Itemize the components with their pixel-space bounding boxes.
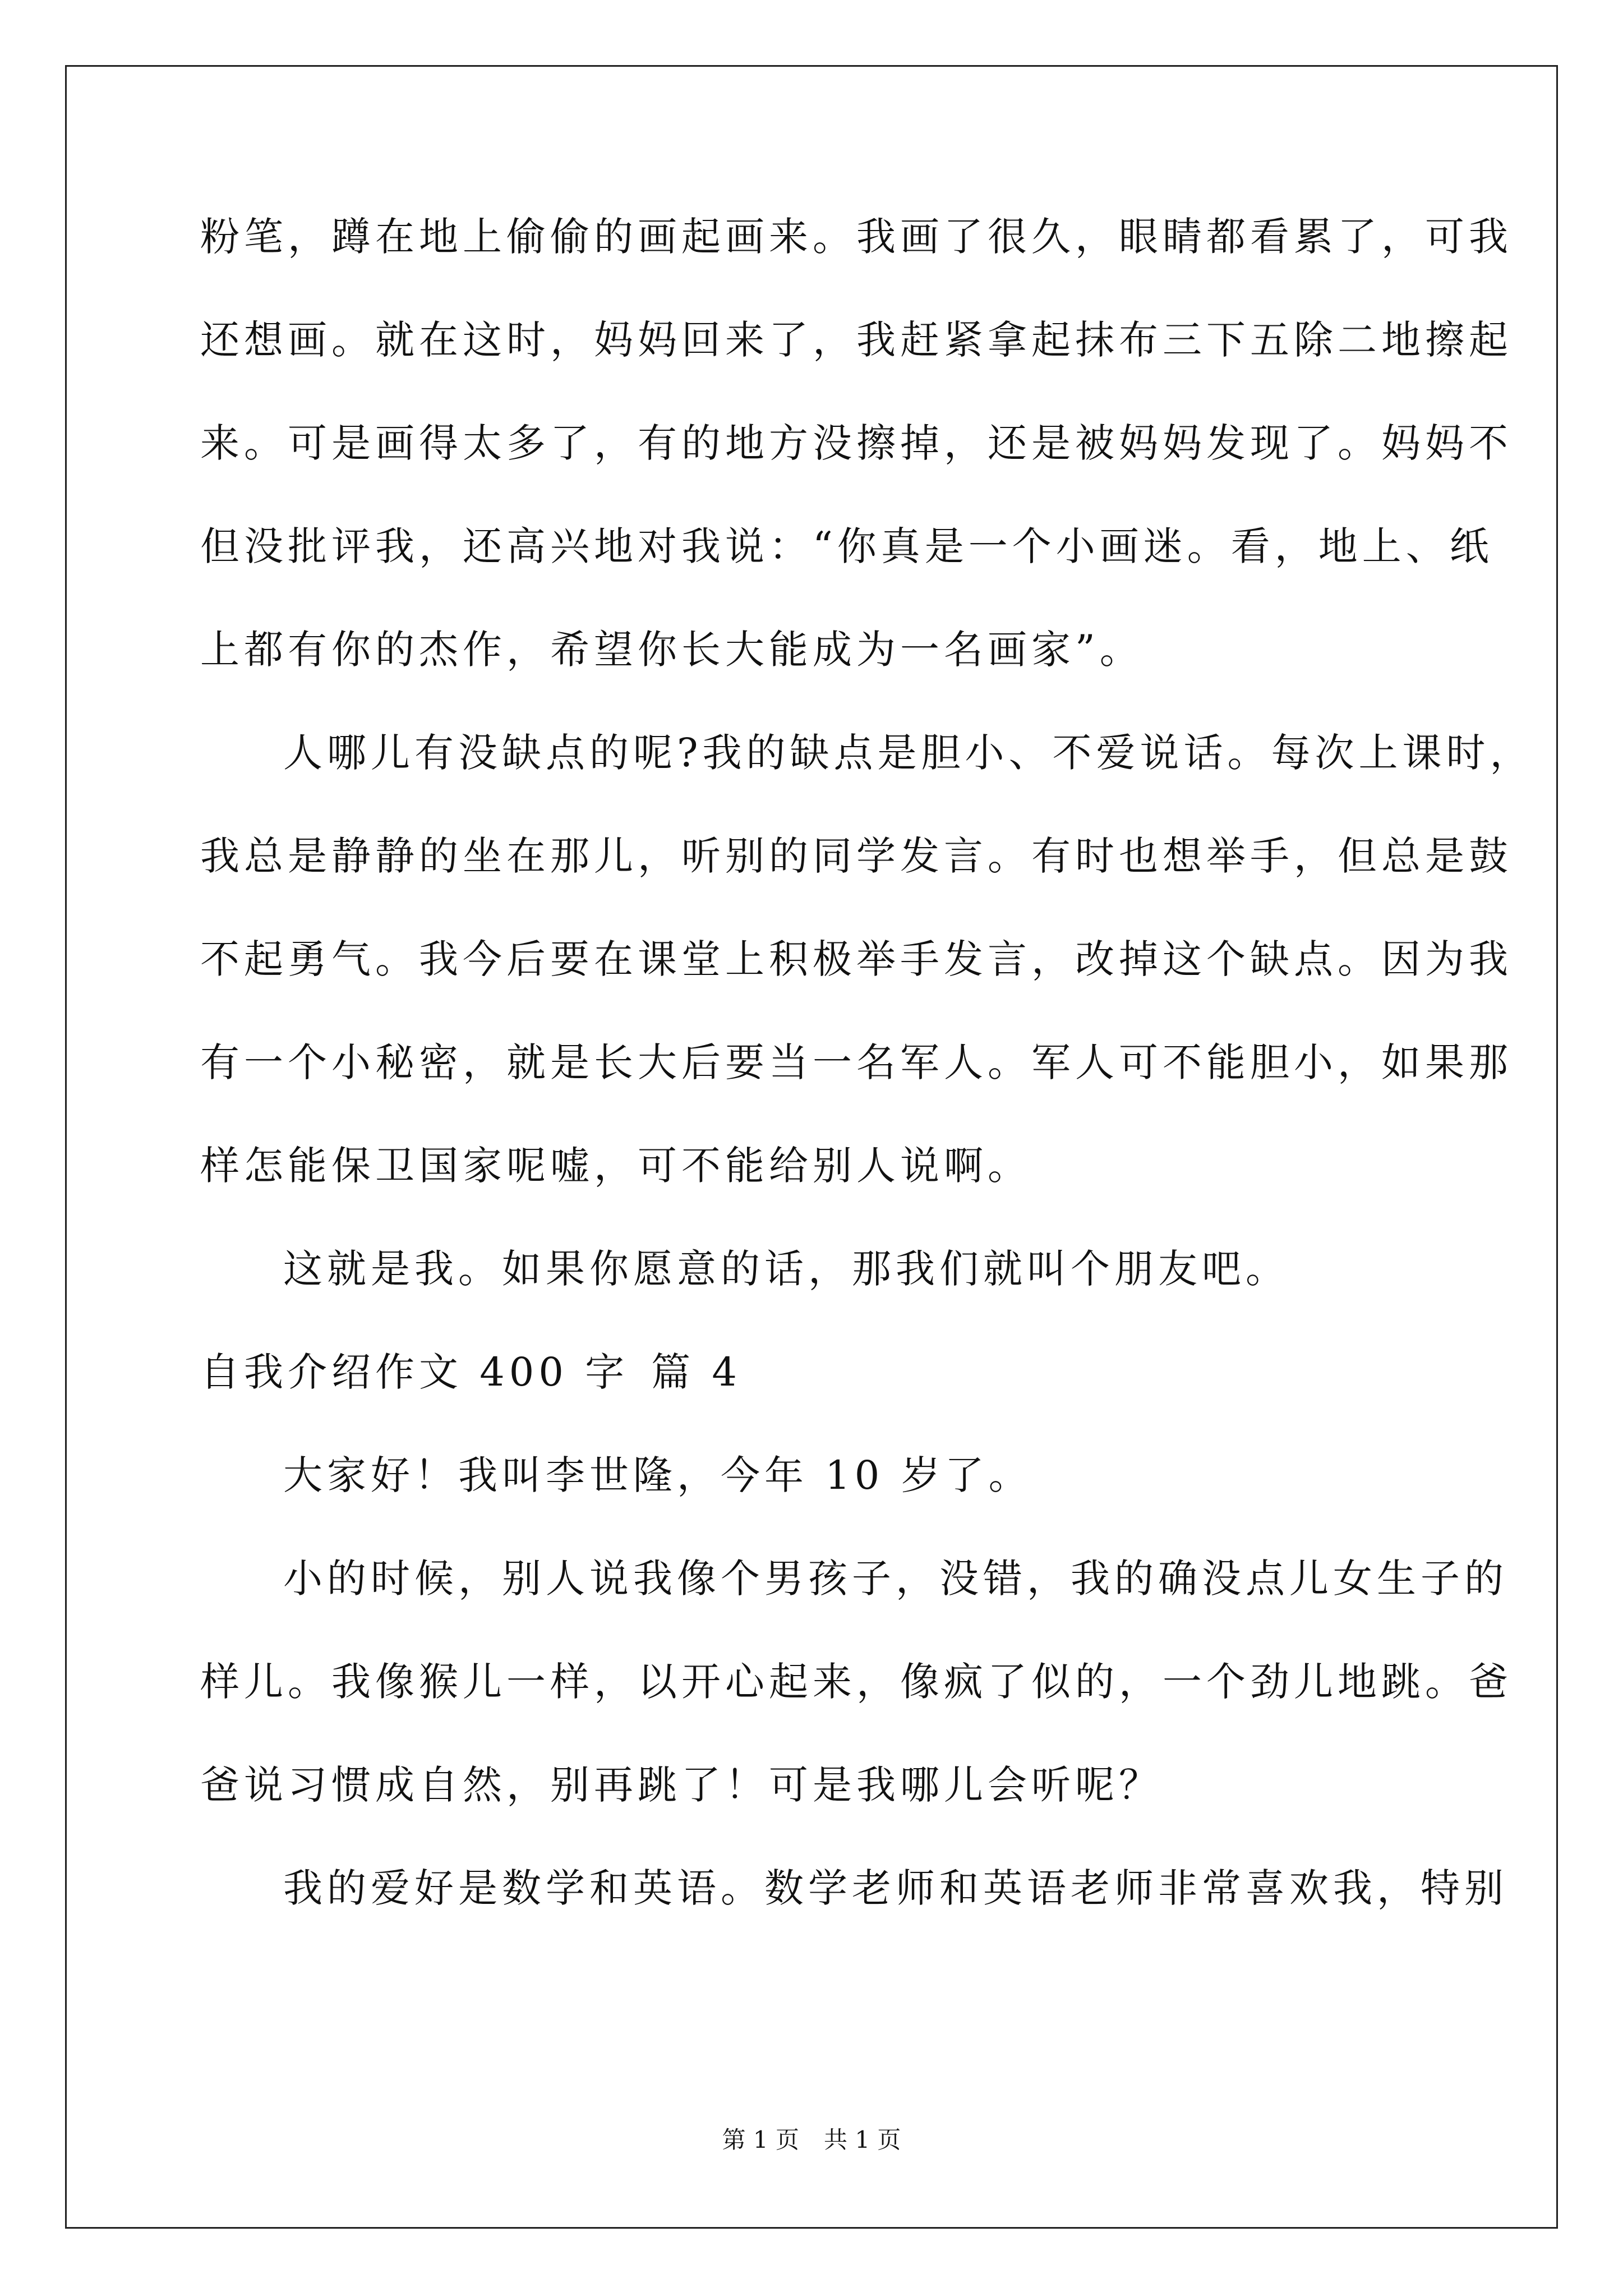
text-line-8: 不起勇气。我今后要在课堂上积极举手发言，改掉这个缺点。因为我: [200, 936, 1513, 982]
heading-title: 自我介绍作文 400 字: [200, 1349, 629, 1395]
document-body: [200, 185, 1534, 1940]
text-line-13: 小的时候，别人说我像个男孩子，没错，我的确没点儿女生子的: [283, 1556, 1508, 1602]
text-line-6: 人哪儿有没缺点的呢?我的缺点是胆小、不爱说话。每次上课时，: [283, 730, 1534, 776]
page-number: 第 1 页: [722, 2126, 799, 2154]
text-line-4: 但没批评我，还高兴地对我说：“你真是一个小画迷。看，地上、纸: [200, 523, 1493, 569]
heading-section-number: 篇 4: [651, 1349, 741, 1395]
text-line-11: 这就是我。如果你愿意的话，那我们就叫个朋友吧。: [283, 1246, 1289, 1292]
page-total: 共 1 页: [824, 2126, 901, 2154]
text-line-9: 有一个小秘密，就是长大后要当一名军人。军人可不能胆小，如果那: [200, 1039, 1513, 1085]
section-heading: [200, 1320, 1434, 1424]
text-line-1: 粉笔，蹲在地上偷偷的画起画来。我画了很久，眼睛都看累了，可我: [200, 214, 1513, 260]
text-line-3: 来。可是画得太多了，有的地方没擦掉，还是被妈妈发现了。妈妈不: [200, 420, 1513, 466]
text-line-7: 我总是静静的坐在那儿，听别的同学发言。有时也想举手，但总是鼓: [200, 833, 1513, 879]
text-line-10: 样怎能保卫国家呢嘘，可不能给别人说啊。: [200, 1143, 1031, 1189]
text-line-14: 样儿。我像猴儿一样，以开心起来，像疯了似的，一个劲儿地跳。爸: [200, 1659, 1513, 1705]
text-line-12: 大家好！我叫李世隆，今年 10 岁了。: [283, 1452, 1032, 1498]
text-line-2: 还想画。就在这时，妈妈回来了，我赶紧拿起抹布三下五除二地擦起: [200, 317, 1513, 363]
text-line-15: 爸说习惯成自然，别再跳了！可是我哪儿会听呢？: [200, 1762, 1163, 1808]
text-line-16: 我的爱好是数学和英语。数学老师和英语老师非常喜欢我，特别: [283, 1865, 1508, 1911]
text-line-5: 上都有你的杰作，希望你长大能成为一名画家”。: [200, 627, 1144, 673]
page-footer: [0, 2123, 1623, 2157]
